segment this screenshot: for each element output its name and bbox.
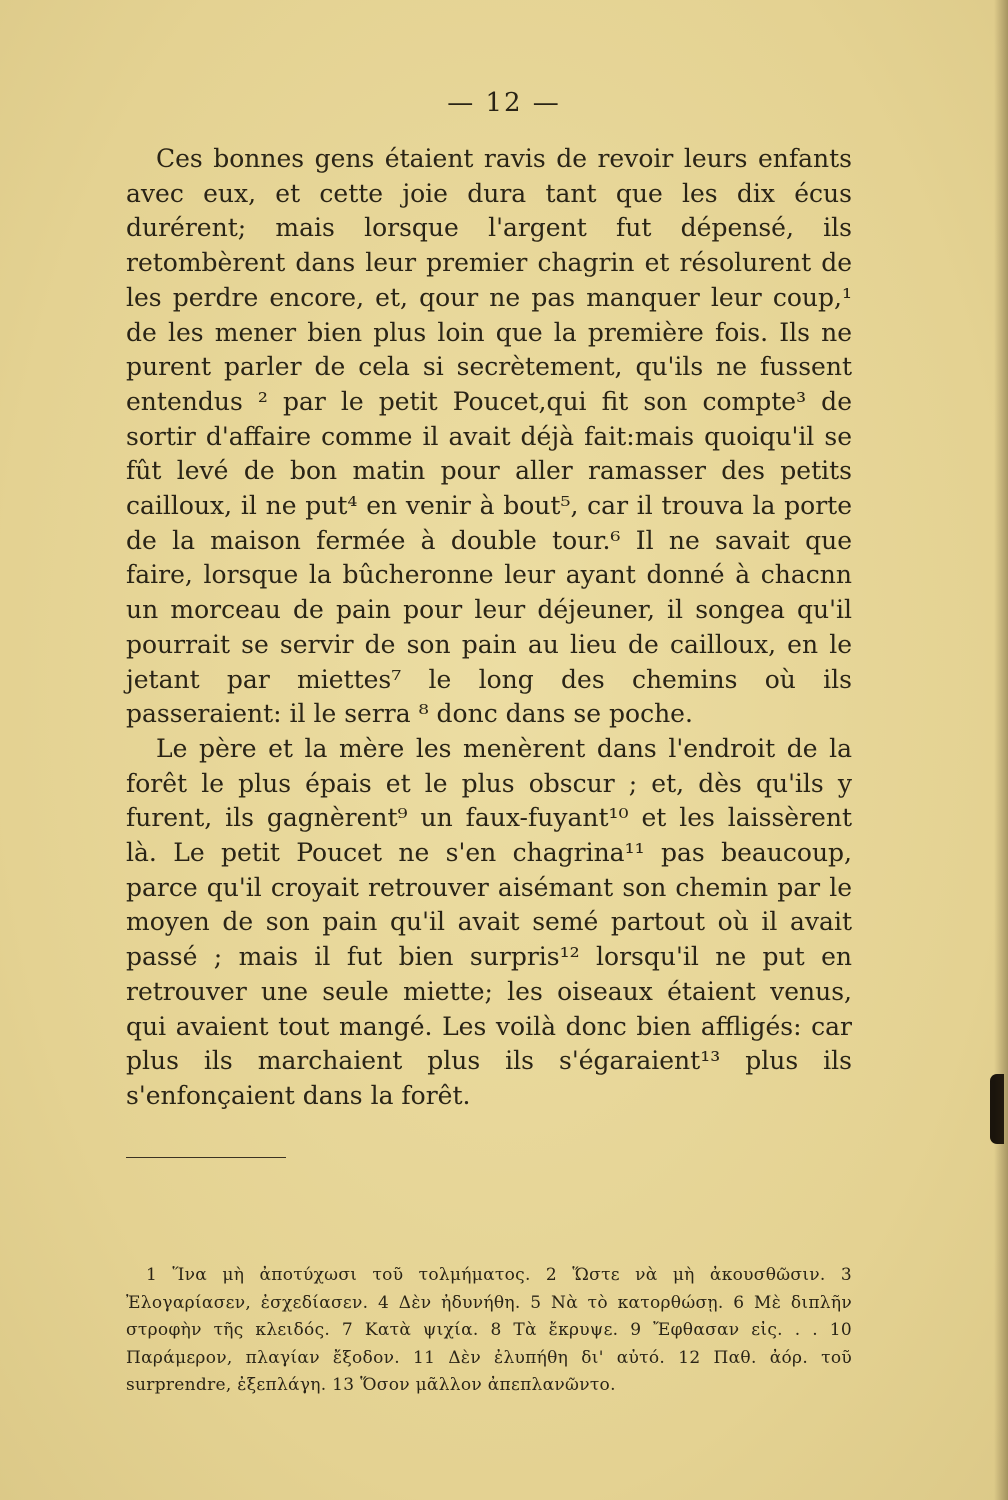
paragraph-2: Le père et la mère les menèrent dans l'endroit de la forêt le plus épais et le plus obscur ; et, dès qu'ils y furent, ils gagnèrent⁹ un faux-fuyant¹⁰ et les laissèrent là. Le petit Poucet ne s'en chagrina¹¹ pas beaucoup, parce qu'il croyait retrouver aisémant son chemin par le moyen de son pain qu'il avait semé partout où il avait passé ; mais il fut bien surpris¹² lorsqu'il ne put en retrouver une seule miette; les oiseaux étaient venus, qui avaient tout mangé. Les voilà donc bien affligés: car plus ils marchaient plus ils s'égaraient¹³ plus ils s'enfonçaient dans la forêt. xyxy=(126,733,852,1110)
footnotes xyxy=(126,1262,852,1400)
page-number: — 12 — xyxy=(447,88,561,118)
footnote-divider xyxy=(126,1157,286,1158)
body-text xyxy=(126,142,852,1114)
footnote-text: 1 Ἵνα μὴ ἀποτύχωσι τοῦ τολμήματος. 2 Ὥστε νὰ μὴ ἀκουσθῶσιν. 3 Ἐλογαρίασεν, ἐσχεδίασεν. 4 Δὲν ἠδυνήθη. 5 Νὰ τὸ κατορθώσῃ. 6 Μὲ διπλῆν στροφὴν τῆς κλειδός. 7 Κατὰ ψιχία. 8 Τὰ ἔκρυψε. 9 Ἔφθασαν εἰς. . . 10 Παράμερον, πλαγίαν ἔξοδον. 11 Δὲν ἐλυπήθη δι' αὐτό. 12 Παθ. ἀόρ. τοῦ surprendre, ἐξεπλάγη. 13 Ὅσον μᾶλλον ἀπεπλανῶντο. xyxy=(126,1265,852,1395)
paragraph-1: Ces bonnes gens étaient ravis de revoir leurs enfants avec eux, et cette joie dura tant que les dix écus durérent; mais lorsque l'argent fut dépensé, ils retombèrent dans leur premier chagrin et résolurent de les perdre encore, et, qour ne pas manquer leur coup,¹ de les mener bien plus loin que la première fois. Ils ne purent parler de cela si secrètement, qu'ils ne fussent entendus ² par le petit Poucet,qui fit son compte³ de sortir d'affaire comme il avait déjà fait:mais quoiqu'il se fût levé de bon matin pour aller ramasser des petits cailloux, il ne put⁴ en venir à bout⁵, car il trouva la porte de la maison fermée à double tour.⁶ Il ne savait que faire, lorsque la bûcheronne leur ayant donné à chacnn un morceau de pain pour leur déjeuner, il songea qu'il pourrait se servir de son pain au lieu de cailloux, en le jetant par miettes⁷ le long des chemins où ils passeraient: il le serra ⁸ donc dans se poche. xyxy=(126,144,852,729)
page-edge-shadow xyxy=(994,0,1008,1500)
